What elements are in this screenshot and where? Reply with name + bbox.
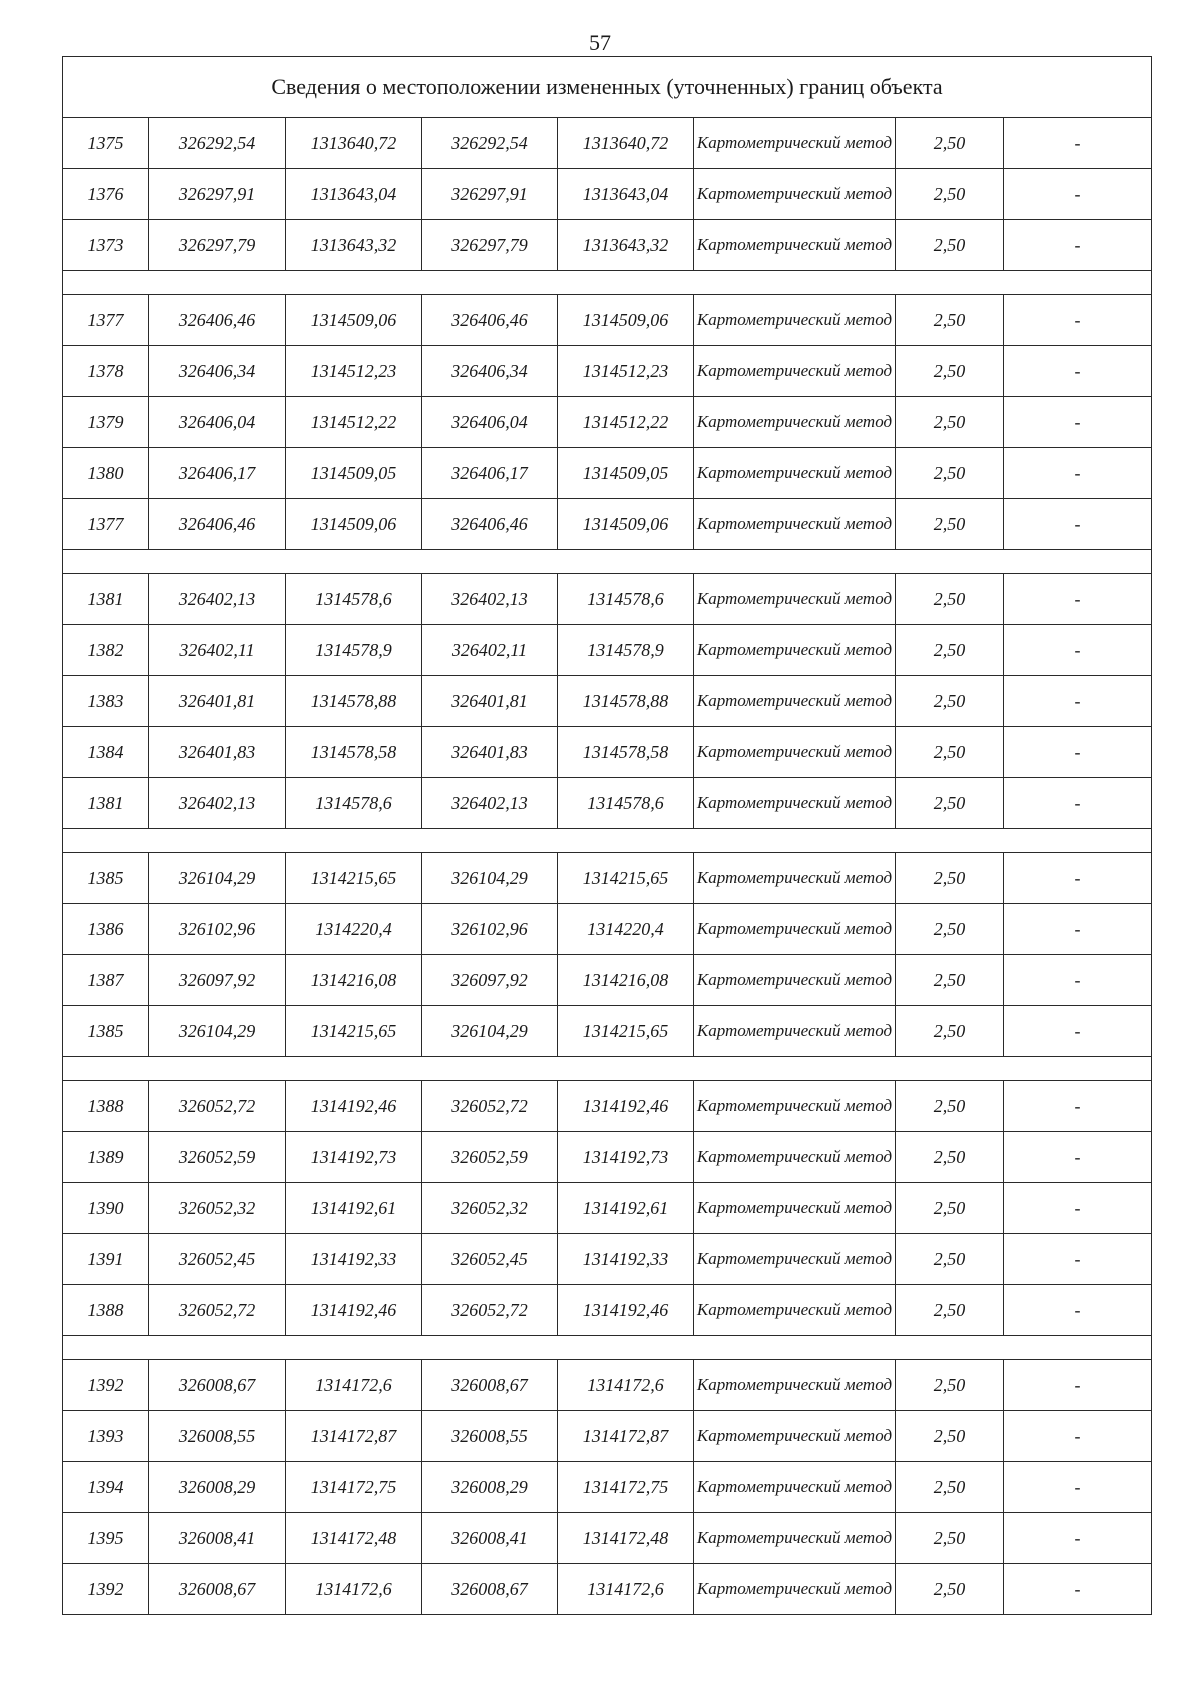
y-refined-cell: 1314216,08 bbox=[558, 955, 694, 1006]
table-row bbox=[63, 1513, 1152, 1564]
x-refined-cell: 326297,79 bbox=[422, 220, 558, 271]
point-number-cell: 1393 bbox=[63, 1411, 149, 1462]
group-separator-cell bbox=[63, 271, 1152, 295]
point-number-cell: 1379 bbox=[63, 397, 149, 448]
group-separator-cell bbox=[63, 550, 1152, 574]
point-number-cell: 1394 bbox=[63, 1462, 149, 1513]
y-existing-cell: 1314172,6 bbox=[286, 1360, 422, 1411]
method-cell: Картометрический метод bbox=[694, 625, 896, 676]
method-cell: Картометрический метод bbox=[694, 118, 896, 169]
point-number-cell: 1383 bbox=[63, 676, 149, 727]
x-refined-cell: 326401,81 bbox=[422, 676, 558, 727]
accuracy-cell: 2,50 bbox=[896, 295, 1004, 346]
x-refined-cell: 326104,29 bbox=[422, 1006, 558, 1057]
description-cell: - bbox=[1004, 169, 1152, 220]
group-separator-row bbox=[63, 1336, 1152, 1360]
y-refined-cell: 1314509,05 bbox=[558, 448, 694, 499]
description-cell: - bbox=[1004, 295, 1152, 346]
method-cell: Картометрический метод bbox=[694, 1132, 896, 1183]
x-existing-cell: 326401,81 bbox=[149, 676, 286, 727]
accuracy-cell: 2,50 bbox=[896, 1132, 1004, 1183]
x-existing-cell: 326052,72 bbox=[149, 1081, 286, 1132]
group-separator-row bbox=[63, 550, 1152, 574]
y-refined-cell: 1314172,87 bbox=[558, 1411, 694, 1462]
y-existing-cell: 1314215,65 bbox=[286, 853, 422, 904]
y-existing-cell: 1314172,75 bbox=[286, 1462, 422, 1513]
y-existing-cell: 1314509,05 bbox=[286, 448, 422, 499]
y-refined-cell: 1314172,6 bbox=[558, 1564, 694, 1615]
method-cell: Картометрический метод bbox=[694, 169, 896, 220]
table-row bbox=[63, 169, 1152, 220]
group-separator-cell bbox=[63, 1336, 1152, 1360]
x-refined-cell: 326052,45 bbox=[422, 1234, 558, 1285]
table-row bbox=[63, 448, 1152, 499]
x-existing-cell: 326406,46 bbox=[149, 499, 286, 550]
point-number-cell: 1392 bbox=[63, 1360, 149, 1411]
description-cell: - bbox=[1004, 778, 1152, 829]
table-row bbox=[63, 499, 1152, 550]
method-cell: Картометрический метод bbox=[694, 778, 896, 829]
method-cell: Картометрический метод bbox=[694, 574, 896, 625]
y-refined-cell: 1314578,6 bbox=[558, 574, 694, 625]
description-cell: - bbox=[1004, 346, 1152, 397]
x-refined-cell: 326008,29 bbox=[422, 1462, 558, 1513]
x-existing-cell: 326008,29 bbox=[149, 1462, 286, 1513]
x-existing-cell: 326297,79 bbox=[149, 220, 286, 271]
group-separator-row bbox=[63, 829, 1152, 853]
x-refined-cell: 326052,72 bbox=[422, 1285, 558, 1336]
group-separator-row bbox=[63, 1057, 1152, 1081]
y-existing-cell: 1314172,87 bbox=[286, 1411, 422, 1462]
x-existing-cell: 326097,92 bbox=[149, 955, 286, 1006]
table-row bbox=[63, 1360, 1152, 1411]
x-refined-cell: 326292,54 bbox=[422, 118, 558, 169]
description-cell: - bbox=[1004, 955, 1152, 1006]
table-row bbox=[63, 676, 1152, 727]
x-existing-cell: 326297,91 bbox=[149, 169, 286, 220]
table-row bbox=[63, 853, 1152, 904]
accuracy-cell: 2,50 bbox=[896, 1285, 1004, 1336]
table-row bbox=[63, 1234, 1152, 1285]
table-row bbox=[63, 1564, 1152, 1615]
description-cell: - bbox=[1004, 853, 1152, 904]
point-number-cell: 1386 bbox=[63, 904, 149, 955]
table-row bbox=[63, 1462, 1152, 1513]
y-refined-cell: 1314172,6 bbox=[558, 1360, 694, 1411]
x-refined-cell: 326402,13 bbox=[422, 778, 558, 829]
accuracy-cell: 2,50 bbox=[896, 955, 1004, 1006]
x-existing-cell: 326052,72 bbox=[149, 1285, 286, 1336]
point-number-cell: 1382 bbox=[63, 625, 149, 676]
x-existing-cell: 326406,34 bbox=[149, 346, 286, 397]
method-cell: Картометрический метод bbox=[694, 448, 896, 499]
table-row bbox=[63, 778, 1152, 829]
point-number-cell: 1381 bbox=[63, 778, 149, 829]
x-refined-cell: 326104,29 bbox=[422, 853, 558, 904]
method-cell: Картометрический метод bbox=[694, 1564, 896, 1615]
point-number-cell: 1373 bbox=[63, 220, 149, 271]
method-cell: Картометрический метод bbox=[694, 499, 896, 550]
accuracy-cell: 2,50 bbox=[896, 397, 1004, 448]
method-cell: Картометрический метод bbox=[694, 1183, 896, 1234]
description-cell: - bbox=[1004, 118, 1152, 169]
y-existing-cell: 1314172,48 bbox=[286, 1513, 422, 1564]
y-existing-cell: 1314192,46 bbox=[286, 1081, 422, 1132]
y-existing-cell: 1314192,61 bbox=[286, 1183, 422, 1234]
point-number-cell: 1381 bbox=[63, 574, 149, 625]
point-number-cell: 1390 bbox=[63, 1183, 149, 1234]
y-existing-cell: 1314192,46 bbox=[286, 1285, 422, 1336]
accuracy-cell: 2,50 bbox=[896, 1081, 1004, 1132]
description-cell: - bbox=[1004, 1462, 1152, 1513]
method-cell: Картометрический метод bbox=[694, 955, 896, 1006]
method-cell: Картометрический метод bbox=[694, 1513, 896, 1564]
group-separator-cell bbox=[63, 829, 1152, 853]
accuracy-cell: 2,50 bbox=[896, 1564, 1004, 1615]
description-cell: - bbox=[1004, 1081, 1152, 1132]
y-refined-cell: 1314512,22 bbox=[558, 397, 694, 448]
accuracy-cell: 2,50 bbox=[896, 904, 1004, 955]
description-cell: - bbox=[1004, 727, 1152, 778]
description-cell: - bbox=[1004, 676, 1152, 727]
accuracy-cell: 2,50 bbox=[896, 499, 1004, 550]
description-cell: - bbox=[1004, 499, 1152, 550]
method-cell: Картометрический метод bbox=[694, 904, 896, 955]
accuracy-cell: 2,50 bbox=[896, 676, 1004, 727]
method-cell: Картометрический метод bbox=[694, 295, 896, 346]
method-cell: Картометрический метод bbox=[694, 346, 896, 397]
x-existing-cell: 326052,59 bbox=[149, 1132, 286, 1183]
accuracy-cell: 2,50 bbox=[896, 778, 1004, 829]
point-number-cell: 1395 bbox=[63, 1513, 149, 1564]
description-cell: - bbox=[1004, 904, 1152, 955]
y-refined-cell: 1313643,04 bbox=[558, 169, 694, 220]
y-refined-cell: 1314220,4 bbox=[558, 904, 694, 955]
table-row bbox=[63, 1081, 1152, 1132]
y-existing-cell: 1313643,04 bbox=[286, 169, 422, 220]
y-refined-cell: 1314172,48 bbox=[558, 1513, 694, 1564]
x-existing-cell: 326104,29 bbox=[149, 853, 286, 904]
table-row bbox=[63, 955, 1152, 1006]
point-number-cell: 1378 bbox=[63, 346, 149, 397]
description-cell: - bbox=[1004, 1183, 1152, 1234]
table-row bbox=[63, 1183, 1152, 1234]
x-existing-cell: 326406,04 bbox=[149, 397, 286, 448]
x-existing-cell: 326008,67 bbox=[149, 1360, 286, 1411]
x-refined-cell: 326401,83 bbox=[422, 727, 558, 778]
x-refined-cell: 326297,91 bbox=[422, 169, 558, 220]
x-existing-cell: 326052,32 bbox=[149, 1183, 286, 1234]
y-existing-cell: 1314512,22 bbox=[286, 397, 422, 448]
y-refined-cell: 1314192,61 bbox=[558, 1183, 694, 1234]
page-number: 57 bbox=[589, 30, 611, 55]
x-refined-cell: 326406,17 bbox=[422, 448, 558, 499]
y-existing-cell: 1314220,4 bbox=[286, 904, 422, 955]
y-refined-cell: 1314509,06 bbox=[558, 499, 694, 550]
method-cell: Картометрический метод bbox=[694, 676, 896, 727]
point-number-cell: 1377 bbox=[63, 499, 149, 550]
x-refined-cell: 326402,13 bbox=[422, 574, 558, 625]
description-cell: - bbox=[1004, 448, 1152, 499]
table-row bbox=[63, 727, 1152, 778]
accuracy-cell: 2,50 bbox=[896, 346, 1004, 397]
x-existing-cell: 326008,55 bbox=[149, 1411, 286, 1462]
x-refined-cell: 326406,04 bbox=[422, 397, 558, 448]
method-cell: Картометрический метод bbox=[694, 1285, 896, 1336]
y-refined-cell: 1314578,58 bbox=[558, 727, 694, 778]
y-refined-cell: 1314578,88 bbox=[558, 676, 694, 727]
point-number-cell: 1389 bbox=[63, 1132, 149, 1183]
description-cell: - bbox=[1004, 574, 1152, 625]
y-refined-cell: 1314215,65 bbox=[558, 853, 694, 904]
method-cell: Картометрический метод bbox=[694, 853, 896, 904]
y-refined-cell: 1314215,65 bbox=[558, 1006, 694, 1057]
y-refined-cell: 1314192,73 bbox=[558, 1132, 694, 1183]
x-refined-cell: 326052,32 bbox=[422, 1183, 558, 1234]
y-existing-cell: 1314578,6 bbox=[286, 574, 422, 625]
accuracy-cell: 2,50 bbox=[896, 448, 1004, 499]
x-existing-cell: 326406,46 bbox=[149, 295, 286, 346]
y-refined-cell: 1314192,33 bbox=[558, 1234, 694, 1285]
accuracy-cell: 2,50 bbox=[896, 1183, 1004, 1234]
y-refined-cell: 1314578,9 bbox=[558, 625, 694, 676]
description-cell: - bbox=[1004, 1006, 1152, 1057]
method-cell: Картометрический метод bbox=[694, 1360, 896, 1411]
point-number-cell: 1388 bbox=[63, 1285, 149, 1336]
method-cell: Картометрический метод bbox=[694, 1234, 896, 1285]
table-row bbox=[63, 220, 1152, 271]
description-cell: - bbox=[1004, 1564, 1152, 1615]
table-row bbox=[63, 1132, 1152, 1183]
x-existing-cell: 326008,41 bbox=[149, 1513, 286, 1564]
accuracy-cell: 2,50 bbox=[896, 625, 1004, 676]
description-cell: - bbox=[1004, 1285, 1152, 1336]
description-cell: - bbox=[1004, 1513, 1152, 1564]
table-row bbox=[63, 625, 1152, 676]
accuracy-cell: 2,50 bbox=[896, 118, 1004, 169]
table-body bbox=[63, 118, 1152, 1615]
description-cell: - bbox=[1004, 1234, 1152, 1285]
y-existing-cell: 1314192,33 bbox=[286, 1234, 422, 1285]
y-refined-cell: 1314512,23 bbox=[558, 346, 694, 397]
accuracy-cell: 2,50 bbox=[896, 1462, 1004, 1513]
x-refined-cell: 326406,46 bbox=[422, 499, 558, 550]
x-existing-cell: 326406,17 bbox=[149, 448, 286, 499]
table-row bbox=[63, 1285, 1152, 1336]
x-existing-cell: 326402,13 bbox=[149, 778, 286, 829]
x-refined-cell: 326406,46 bbox=[422, 295, 558, 346]
x-refined-cell: 326052,59 bbox=[422, 1132, 558, 1183]
accuracy-cell: 2,50 bbox=[896, 574, 1004, 625]
description-cell: - bbox=[1004, 397, 1152, 448]
accuracy-cell: 2,50 bbox=[896, 727, 1004, 778]
y-refined-cell: 1314192,46 bbox=[558, 1285, 694, 1336]
x-refined-cell: 326052,72 bbox=[422, 1081, 558, 1132]
accuracy-cell: 2,50 bbox=[896, 1513, 1004, 1564]
x-existing-cell: 326008,67 bbox=[149, 1564, 286, 1615]
table-row bbox=[63, 1006, 1152, 1057]
accuracy-cell: 2,50 bbox=[896, 1006, 1004, 1057]
point-number-cell: 1376 bbox=[63, 169, 149, 220]
x-refined-cell: 326097,92 bbox=[422, 955, 558, 1006]
group-separator-row bbox=[63, 271, 1152, 295]
point-number-cell: 1385 bbox=[63, 1006, 149, 1057]
method-cell: Картометрический метод bbox=[694, 1411, 896, 1462]
x-refined-cell: 326008,55 bbox=[422, 1411, 558, 1462]
group-separator-cell bbox=[63, 1057, 1152, 1081]
method-cell: Картометрический метод bbox=[694, 397, 896, 448]
y-existing-cell: 1314578,58 bbox=[286, 727, 422, 778]
description-cell: - bbox=[1004, 1411, 1152, 1462]
accuracy-cell: 2,50 bbox=[896, 1234, 1004, 1285]
accuracy-cell: 2,50 bbox=[896, 220, 1004, 271]
x-existing-cell: 326292,54 bbox=[149, 118, 286, 169]
y-refined-cell: 1314509,06 bbox=[558, 295, 694, 346]
y-existing-cell: 1313643,32 bbox=[286, 220, 422, 271]
description-cell: - bbox=[1004, 220, 1152, 271]
x-existing-cell: 326052,45 bbox=[149, 1234, 286, 1285]
x-refined-cell: 326008,67 bbox=[422, 1564, 558, 1615]
y-existing-cell: 1314172,6 bbox=[286, 1564, 422, 1615]
table-row bbox=[63, 295, 1152, 346]
point-number-cell: 1377 bbox=[63, 295, 149, 346]
x-refined-cell: 326008,41 bbox=[422, 1513, 558, 1564]
method-cell: Картометрический метод bbox=[694, 220, 896, 271]
x-existing-cell: 326402,11 bbox=[149, 625, 286, 676]
accuracy-cell: 2,50 bbox=[896, 1411, 1004, 1462]
accuracy-cell: 2,50 bbox=[896, 853, 1004, 904]
point-number-cell: 1384 bbox=[63, 727, 149, 778]
y-existing-cell: 1314509,06 bbox=[286, 499, 422, 550]
y-existing-cell: 1313640,72 bbox=[286, 118, 422, 169]
y-existing-cell: 1314192,73 bbox=[286, 1132, 422, 1183]
method-cell: Картометрический метод bbox=[694, 1462, 896, 1513]
table-row bbox=[63, 574, 1152, 625]
description-cell: - bbox=[1004, 1132, 1152, 1183]
table-row bbox=[63, 346, 1152, 397]
method-cell: Картометрический метод bbox=[694, 1081, 896, 1132]
x-existing-cell: 326402,13 bbox=[149, 574, 286, 625]
table-title: Сведения о местоположении измененных (уточненных) границ объекта bbox=[63, 57, 1152, 118]
y-existing-cell: 1314512,23 bbox=[286, 346, 422, 397]
accuracy-cell: 2,50 bbox=[896, 169, 1004, 220]
y-refined-cell: 1314192,46 bbox=[558, 1081, 694, 1132]
method-cell: Картометрический метод bbox=[694, 727, 896, 778]
point-number-cell: 1385 bbox=[63, 853, 149, 904]
x-existing-cell: 326104,29 bbox=[149, 1006, 286, 1057]
x-refined-cell: 326406,34 bbox=[422, 346, 558, 397]
point-number-cell: 1391 bbox=[63, 1234, 149, 1285]
table-row bbox=[63, 904, 1152, 955]
description-cell: - bbox=[1004, 625, 1152, 676]
y-existing-cell: 1314578,6 bbox=[286, 778, 422, 829]
point-number-cell: 1387 bbox=[63, 955, 149, 1006]
y-existing-cell: 1314509,06 bbox=[286, 295, 422, 346]
y-existing-cell: 1314578,9 bbox=[286, 625, 422, 676]
y-refined-cell: 1314172,75 bbox=[558, 1462, 694, 1513]
y-existing-cell: 1314216,08 bbox=[286, 955, 422, 1006]
boundary-coordinates-table bbox=[62, 56, 1152, 1615]
table-row bbox=[63, 1411, 1152, 1462]
description-cell: - bbox=[1004, 1360, 1152, 1411]
point-number-cell: 1375 bbox=[63, 118, 149, 169]
x-refined-cell: 326402,11 bbox=[422, 625, 558, 676]
x-refined-cell: 326102,96 bbox=[422, 904, 558, 955]
y-existing-cell: 1314578,88 bbox=[286, 676, 422, 727]
x-existing-cell: 326401,83 bbox=[149, 727, 286, 778]
y-refined-cell: 1313640,72 bbox=[558, 118, 694, 169]
x-existing-cell: 326102,96 bbox=[149, 904, 286, 955]
table-row bbox=[63, 118, 1152, 169]
point-number-cell: 1380 bbox=[63, 448, 149, 499]
x-refined-cell: 326008,67 bbox=[422, 1360, 558, 1411]
y-refined-cell: 1314578,6 bbox=[558, 778, 694, 829]
point-number-cell: 1388 bbox=[63, 1081, 149, 1132]
y-refined-cell: 1313643,32 bbox=[558, 220, 694, 271]
table-row bbox=[63, 397, 1152, 448]
point-number-cell: 1392 bbox=[63, 1564, 149, 1615]
method-cell: Картометрический метод bbox=[694, 1006, 896, 1057]
accuracy-cell: 2,50 bbox=[896, 1360, 1004, 1411]
y-existing-cell: 1314215,65 bbox=[286, 1006, 422, 1057]
